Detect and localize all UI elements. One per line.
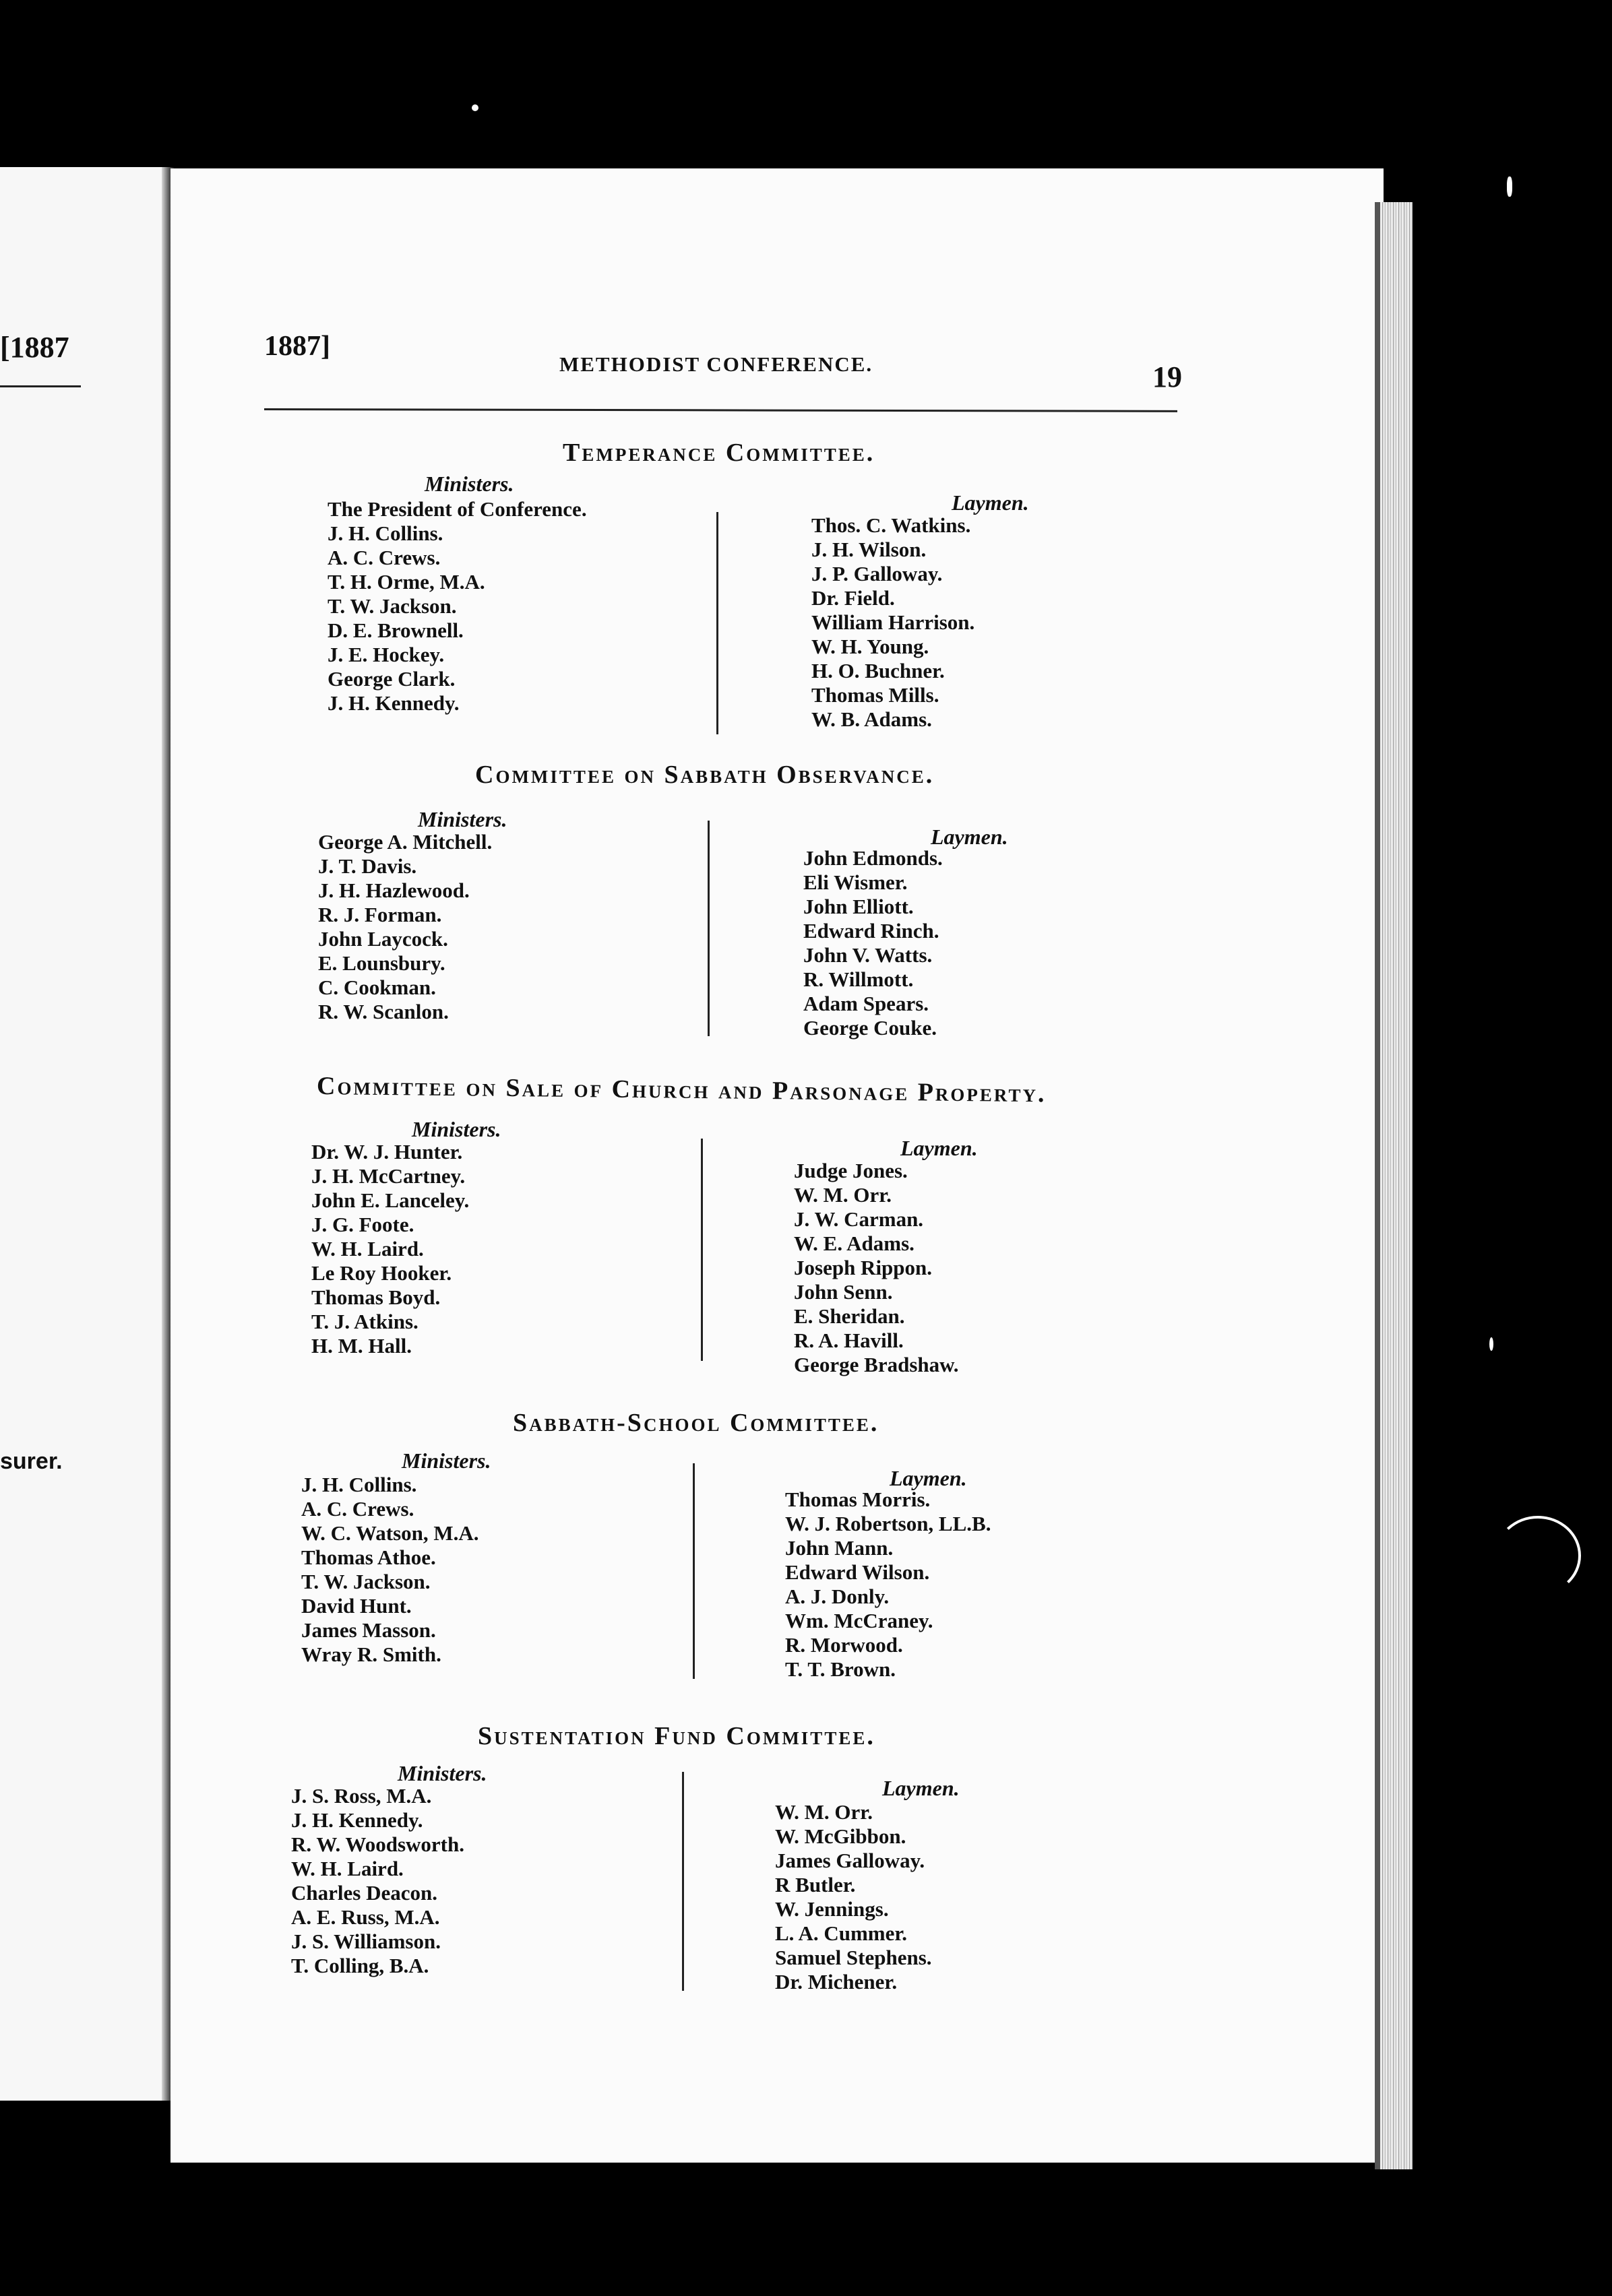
member-name: James Galloway. — [775, 1849, 925, 1872]
member-name: E. Lounsbury. — [318, 951, 445, 975]
member-name: J. H. Kennedy. — [328, 691, 460, 715]
member-name: J. G. Foote. — [311, 1213, 414, 1236]
committee-title: Sabbath-School Committee. — [513, 1409, 879, 1437]
member-name: George Couke. — [803, 1016, 937, 1040]
committee-title: Temperance Committee. — [563, 439, 875, 467]
member-name: W. B. Adams. — [811, 707, 932, 731]
member-name: J. H. Collins. — [301, 1473, 417, 1496]
ministers-heading: Ministers. — [402, 1448, 491, 1473]
member-name: J. P. Galloway. — [811, 562, 943, 585]
ministers-heading: Ministers. — [418, 807, 507, 831]
member-name: Charles Deacon. — [291, 1881, 437, 1905]
laymen-list — [775, 1800, 932, 1994]
member-name: Dr. W. J. Hunter. — [311, 1140, 463, 1163]
member-name: W. H. Laird. — [291, 1857, 404, 1880]
member-name: Dr. Field. — [811, 586, 895, 610]
member-name: W. H. Laird. — [311, 1237, 424, 1261]
running-title: METHODIST CONFERENCE. — [559, 352, 873, 376]
member-name: W. Jennings. — [775, 1897, 889, 1921]
member-name: T. Colling, B.A. — [291, 1954, 429, 1977]
member-name: W. M. Orr. — [794, 1183, 892, 1207]
ministers-list — [301, 1473, 479, 1667]
member-name: T. W. Jackson. — [301, 1570, 431, 1593]
ministers-list — [318, 830, 492, 1024]
member-name: T. H. Orme, M.A. — [328, 570, 485, 594]
column-divider — [693, 1463, 695, 1679]
member-name: Dr. Michener. — [775, 1970, 898, 1994]
member-name: T. J. Atkins. — [311, 1310, 418, 1333]
member-name: Samuel Stephens. — [775, 1946, 932, 1969]
member-name: R. Morwood. — [785, 1633, 903, 1657]
member-name: Wm. McCraney. — [785, 1609, 933, 1632]
header-year: 1887] — [264, 331, 330, 362]
member-name: H. M. Hall. — [311, 1334, 412, 1358]
laymen-list — [811, 513, 974, 732]
column-divider — [716, 512, 718, 734]
member-name: R. Willmott. — [803, 967, 914, 991]
member-name: William Harrison. — [811, 610, 975, 634]
member-name: R. J. Forman. — [318, 903, 442, 926]
member-name: John Mann. — [785, 1536, 894, 1560]
member-name: J. H. McCartney. — [311, 1164, 466, 1188]
member-name: W. H. Young. — [811, 635, 929, 658]
laymen-heading: Laymen. — [931, 825, 1008, 849]
previous-page — [0, 167, 174, 2101]
ministers-heading: Ministers. — [412, 1117, 501, 1141]
member-name: George Clark. — [328, 667, 456, 691]
member-name: A. C. Crews. — [301, 1497, 414, 1521]
page-edge-shadow — [1375, 202, 1380, 2169]
member-name: Adam Spears. — [803, 992, 929, 1015]
laymen-list — [803, 846, 943, 1040]
member-name: John Senn. — [794, 1280, 893, 1304]
member-name: W. M. Orr. — [775, 1800, 873, 1824]
member-name: Wray R. Smith. — [301, 1643, 441, 1666]
member-name: George A. Mitchell. — [318, 830, 493, 854]
laymen-list — [785, 1488, 991, 1682]
member-name: Edward Wilson. — [785, 1560, 930, 1584]
member-name: Thos. C. Watkins. — [811, 513, 971, 537]
ministers-heading: Ministers. — [425, 472, 514, 496]
member-name: John V. Watts. — [803, 943, 933, 967]
member-name: W. C. Watson, M.A. — [301, 1521, 479, 1545]
member-name: Edward Rinch. — [803, 919, 939, 943]
laymen-heading: Laymen. — [882, 1776, 960, 1800]
member-name: John E. Lanceley. — [311, 1188, 470, 1212]
previous-page-rule — [0, 385, 81, 387]
member-name: The President of Conference. — [328, 497, 587, 521]
member-name: Joseph Rippon. — [794, 1256, 933, 1279]
member-name: J. E. Hockey. — [328, 643, 445, 666]
member-name: H. O. Buchner. — [811, 659, 945, 682]
member-name: C. Cookman. — [318, 976, 436, 999]
member-name: Le Roy Hooker. — [311, 1261, 452, 1285]
ministers-list — [328, 497, 587, 715]
ministers-list — [291, 1784, 464, 1978]
member-name: E. Sheridan. — [794, 1304, 905, 1328]
member-name: Thomas Morris. — [785, 1488, 931, 1511]
column-divider — [682, 1772, 684, 1991]
member-name: L. A. Cummer. — [775, 1921, 908, 1945]
laymen-heading: Laymen. — [952, 490, 1029, 515]
laymen-heading: Laymen. — [900, 1136, 978, 1160]
page-number: 19 — [1152, 360, 1182, 393]
member-name: T. T. Brown. — [785, 1657, 896, 1681]
member-name: A. E. Russ, M.A. — [291, 1905, 440, 1929]
member-name: D. E. Brownell. — [328, 618, 464, 642]
member-name: J. T. Davis. — [318, 854, 417, 878]
member-name: W. McGibbon. — [775, 1824, 906, 1848]
laymen-list — [794, 1159, 959, 1377]
member-name: J. H. Kennedy. — [291, 1808, 423, 1832]
member-name: R. W. Woodsworth. — [291, 1832, 464, 1856]
member-name: Thomas Athoe. — [301, 1545, 436, 1569]
previous-page-header: [1887 — [0, 331, 69, 364]
film-speck — [1495, 1516, 1581, 1595]
member-name: T. W. Jackson. — [328, 594, 457, 618]
column-divider — [708, 821, 710, 1036]
film-speck — [1507, 177, 1512, 197]
member-name: J. W. Carman. — [794, 1207, 924, 1231]
member-name: Thomas Mills. — [811, 683, 939, 707]
member-name: J. S. Williamson. — [291, 1930, 441, 1953]
member-name: J. S. Ross, M.A. — [291, 1784, 432, 1808]
member-name: Judge Jones. — [794, 1159, 908, 1182]
film-speck — [472, 104, 478, 111]
column-divider — [701, 1139, 703, 1361]
page-edges — [1375, 202, 1413, 2169]
committee-title: Committee on Sabbath Observance. — [475, 761, 935, 789]
laymen-heading: Laymen. — [890, 1466, 967, 1490]
member-name: J. H. Wilson. — [811, 538, 927, 561]
member-name: Thomas Boyd. — [311, 1285, 441, 1309]
member-name: John Laycock. — [318, 927, 448, 951]
film-speck — [1489, 1337, 1493, 1351]
member-name: A. J. Donly. — [785, 1585, 890, 1608]
member-name: J. H. Collins. — [328, 521, 443, 545]
member-name: George Bradshaw. — [794, 1353, 959, 1376]
member-name: James Masson. — [301, 1618, 436, 1642]
member-name: A. C. Crews. — [328, 546, 441, 569]
committee-title: Committee on Sale of Church and Parsonage Property. — [316, 1072, 1047, 1108]
ministers-heading: Ministers. — [398, 1761, 487, 1785]
member-name: R Butler. — [775, 1873, 856, 1896]
previous-page-fragment: surer. — [0, 1448, 63, 1474]
member-name: J. H. Hazlewood. — [318, 879, 470, 902]
member-name: W. J. Robertson, LL.B. — [785, 1512, 991, 1535]
member-name: John Elliott. — [803, 895, 914, 918]
member-name: W. E. Adams. — [794, 1232, 914, 1255]
ministers-list — [311, 1140, 469, 1358]
member-name: Eli Wismer. — [803, 870, 908, 894]
committee-title: Sustentation Fund Committee. — [478, 1722, 875, 1750]
member-name: R. A. Havill. — [794, 1329, 904, 1352]
member-name: R. W. Scanlon. — [318, 1000, 449, 1023]
member-name: David Hunt. — [301, 1594, 412, 1618]
member-name: John Edmonds. — [803, 846, 943, 870]
